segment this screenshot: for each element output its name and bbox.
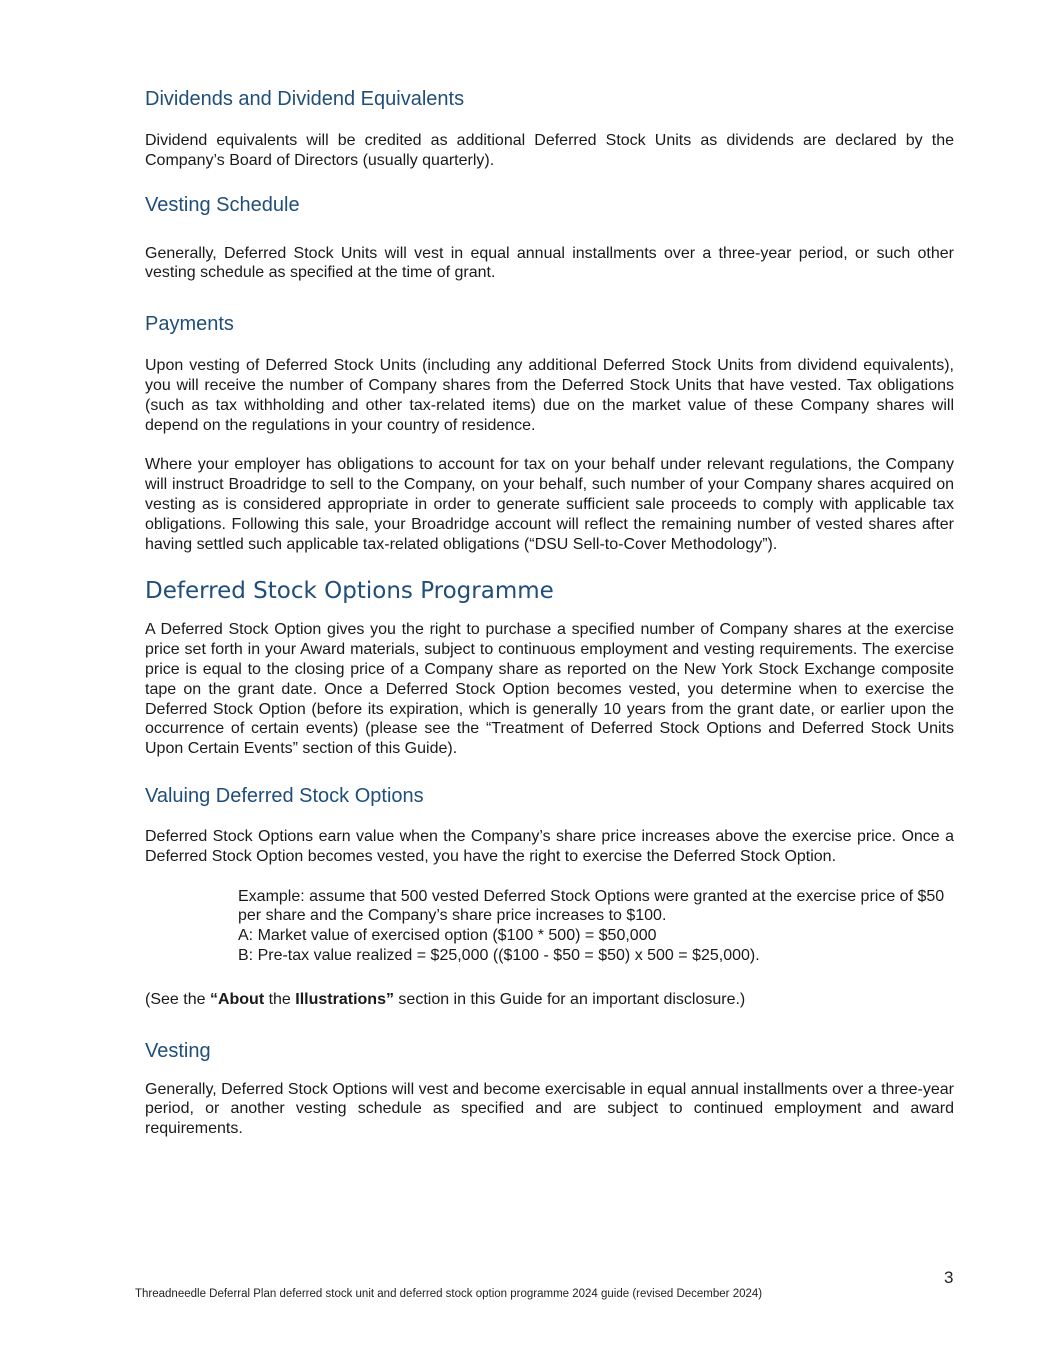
heading-dividends: Dividends and Dividend Equivalents [145,88,465,110]
page-number: 3 [944,1268,954,1287]
heading-valuing-deferred-stock-options: Valuing Deferred Stock Options [145,784,424,807]
example-block [238,887,954,966]
example-line-2: A: Market value of exercised option ($100 * 500) = $50,000 [238,927,657,945]
note-prefix: (See the [145,990,210,1008]
paragraph-vesting: Generally, Deferred Stock Options will vest and become exercisable in equal annual installments over a three-year period, or another vesting schedule as specified and are subject to continued employment and award requirements. [145,1080,954,1138]
heading-payments: Payments [145,313,234,336]
paragraph-valuing: Deferred Stock Options earn value when the Company’s share price increases above the exercise price. Once a Deferred Stock Option becomes vested, you have the right to exercise the Deferred Stock Option. [145,827,954,865]
paragraph-vesting-schedule: Generally, Deferred Stock Units will vest in equal annual installments over a three-year period, or such other vesting schedule as specified at the time of grant. [145,244,954,282]
note-mid: the [264,990,296,1008]
heading-vesting: Vesting [145,1039,211,1062]
example-line-3: B: Pre-tax value realized = $25,000 (($100 - $50 = $50) x 500 = $25,000). [238,946,760,964]
paragraph-dividends: Dividend equivalents will be credited as additional Deferred Stock Units as dividends are declared by the Company’s Board of Directors (usually quarterly). [145,132,954,169]
heading-vesting-schedule: Vesting Schedule [145,193,300,216]
paragraph-payments-1: Upon vesting of Deferred Stock Units (including any additional Deferred Stock Units from dividend equivalents), you will receive the number of Company shares from the Deferred Stock Units that have vested. Tax obligations (such as tax withholding and other tax-related items) due on the market value of these Company shares will depend on the regulations in your country of residence. [145,357,954,434]
note-bold-illustrations: Illustrations” [295,990,394,1008]
note-suffix: section in this Guide for an important disclosure.) [393,990,746,1008]
heading-deferred-stock-options-programme: Deferred Stock Options Programme [145,578,554,605]
example-line-1: Example: assume that 500 vested Deferred Stock Options were granted at the exercise price of $50 per share and the Company’s share price increases to $100. [238,887,945,925]
paragraph-dso-programme: A Deferred Stock Option gives you the right to purchase a specified number of Company shares at the exercise price set forth in your Award materials, subject to continuous employment and vesting requirements. The exercise price is equal to the closing price of a Company share as reported on the New York Stock Exchange composite tape on the grant date. Once a Deferred Stock Option becomes vested, you determine when to exercise the Deferred Stock Option (before its expiration, which is generally 10 years from the grant date, or earlier upon the occurrence of certain events) (please see the “Treatment of Deferred Stock Options and Deferred Stock Units Upon Certain Events” section of this Guide). [145,621,954,758]
page-footer: Threadneedle Deferral Plan deferred stock unit and deferred stock option programme 2024 guide (revised December 2024) [135,1288,763,1300]
note-bold-about: “About [209,990,265,1008]
document-page [145,86,954,1139]
illustrations-note [145,990,954,1010]
paragraph-payments-2: Where your employer has obligations to account for tax on your behalf under relevant regulations, the Company will instruct Broadridge to sell to the Company, on your behalf, such number of your Company shares acquired on vesting as is considered appropriate in order to generate sufficient sale proceeds to comply with applicable tax obligations. Following this sale, your Broadridge account will reflect the remaining number of vested shares after having settled such applicable tax-related obligations (“DSU Sell-to-Cover Methodology”). [145,456,954,553]
